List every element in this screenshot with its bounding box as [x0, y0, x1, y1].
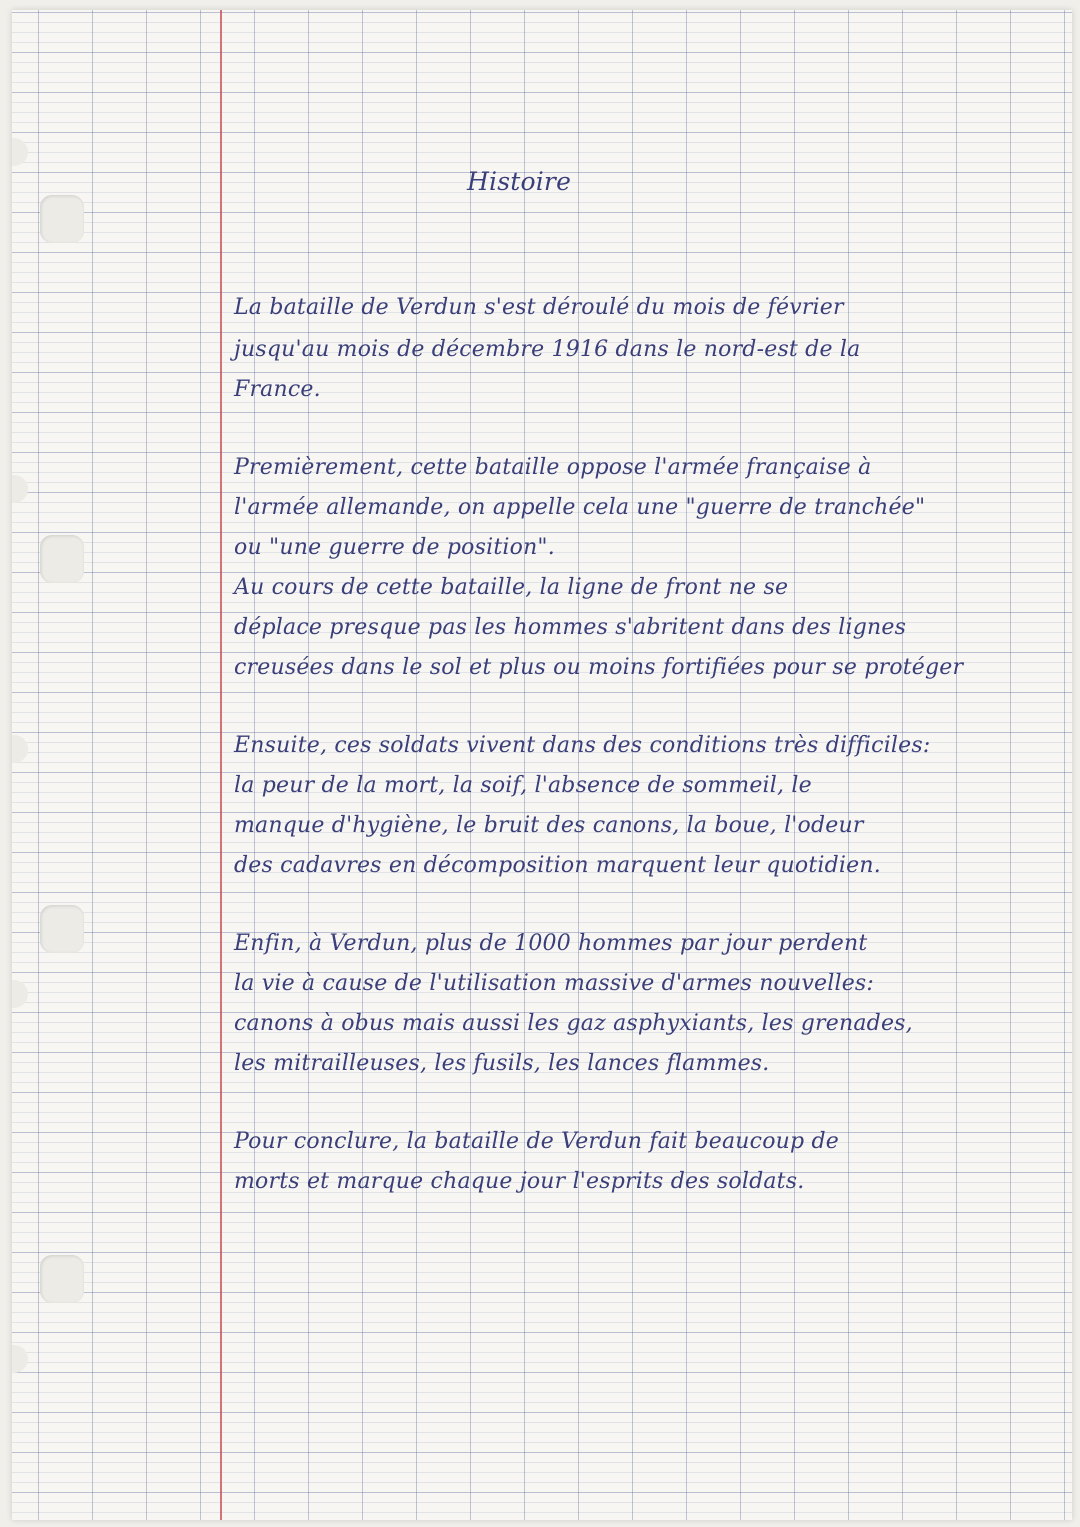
- text-line: Premièrement, cette bataille oppose l'armée française à: [234, 455, 872, 480]
- page-notch: [12, 735, 28, 763]
- notebook-page: [12, 10, 1072, 1520]
- text-line: manque d'hygiène, le bruit des canons, la boue, l'odeur: [234, 813, 864, 838]
- page-title: Histoire: [467, 167, 572, 196]
- text-line: l'armée allemande, on appelle cela une "guerre de tranchée": [234, 495, 926, 520]
- text-line: canons à obus mais aussi les gaz asphyxiants, les grenades,: [234, 1011, 913, 1036]
- text-line: morts et marque chaque jour l'esprits des soldats.: [234, 1169, 805, 1194]
- text-line: la peur de la mort, la soif, l'absence de sommeil, le: [234, 773, 812, 798]
- page-notch: [12, 138, 28, 166]
- text-line: Au cours de cette bataille, la ligne de front ne se: [234, 575, 789, 600]
- text-line: les mitrailleuses, les fusils, les lances flammes.: [234, 1051, 770, 1076]
- text-line: La bataille de Verdun s'est déroulé du mois de février: [234, 295, 844, 320]
- text-line: Pour conclure, la bataille de Verdun fait beaucoup de: [234, 1129, 839, 1154]
- page-notch: [12, 1345, 28, 1373]
- punch-hole: [40, 905, 84, 953]
- text-line: déplace presque pas les hommes s'abritent dans des lignes: [234, 615, 907, 640]
- text-line: ou "une guerre de position".: [234, 535, 555, 560]
- page-notch: [12, 475, 28, 503]
- text-line: Enfin, à Verdun, plus de 1000 hommes par jour perdent: [234, 931, 868, 956]
- text-line: creusées dans le sol et plus ou moins fortifiées pour se protéger: [234, 655, 964, 680]
- text-line: Ensuite, ces soldats vivent dans des conditions très difficiles:: [234, 733, 931, 758]
- punch-hole: [40, 535, 84, 583]
- punch-hole: [40, 195, 84, 243]
- text-line: des cadavres en décomposition marquent leur quotidien.: [234, 853, 881, 878]
- text-line: la vie à cause de l'utilisation massive d'armes nouvelles:: [234, 971, 875, 996]
- text-line: jusqu'au mois de décembre 1916 dans le nord-est de la: [234, 337, 861, 362]
- punch-hole: [40, 1255, 84, 1303]
- text-line: France.: [234, 377, 321, 402]
- margin-line: [220, 10, 222, 1520]
- page-notch: [12, 980, 28, 1008]
